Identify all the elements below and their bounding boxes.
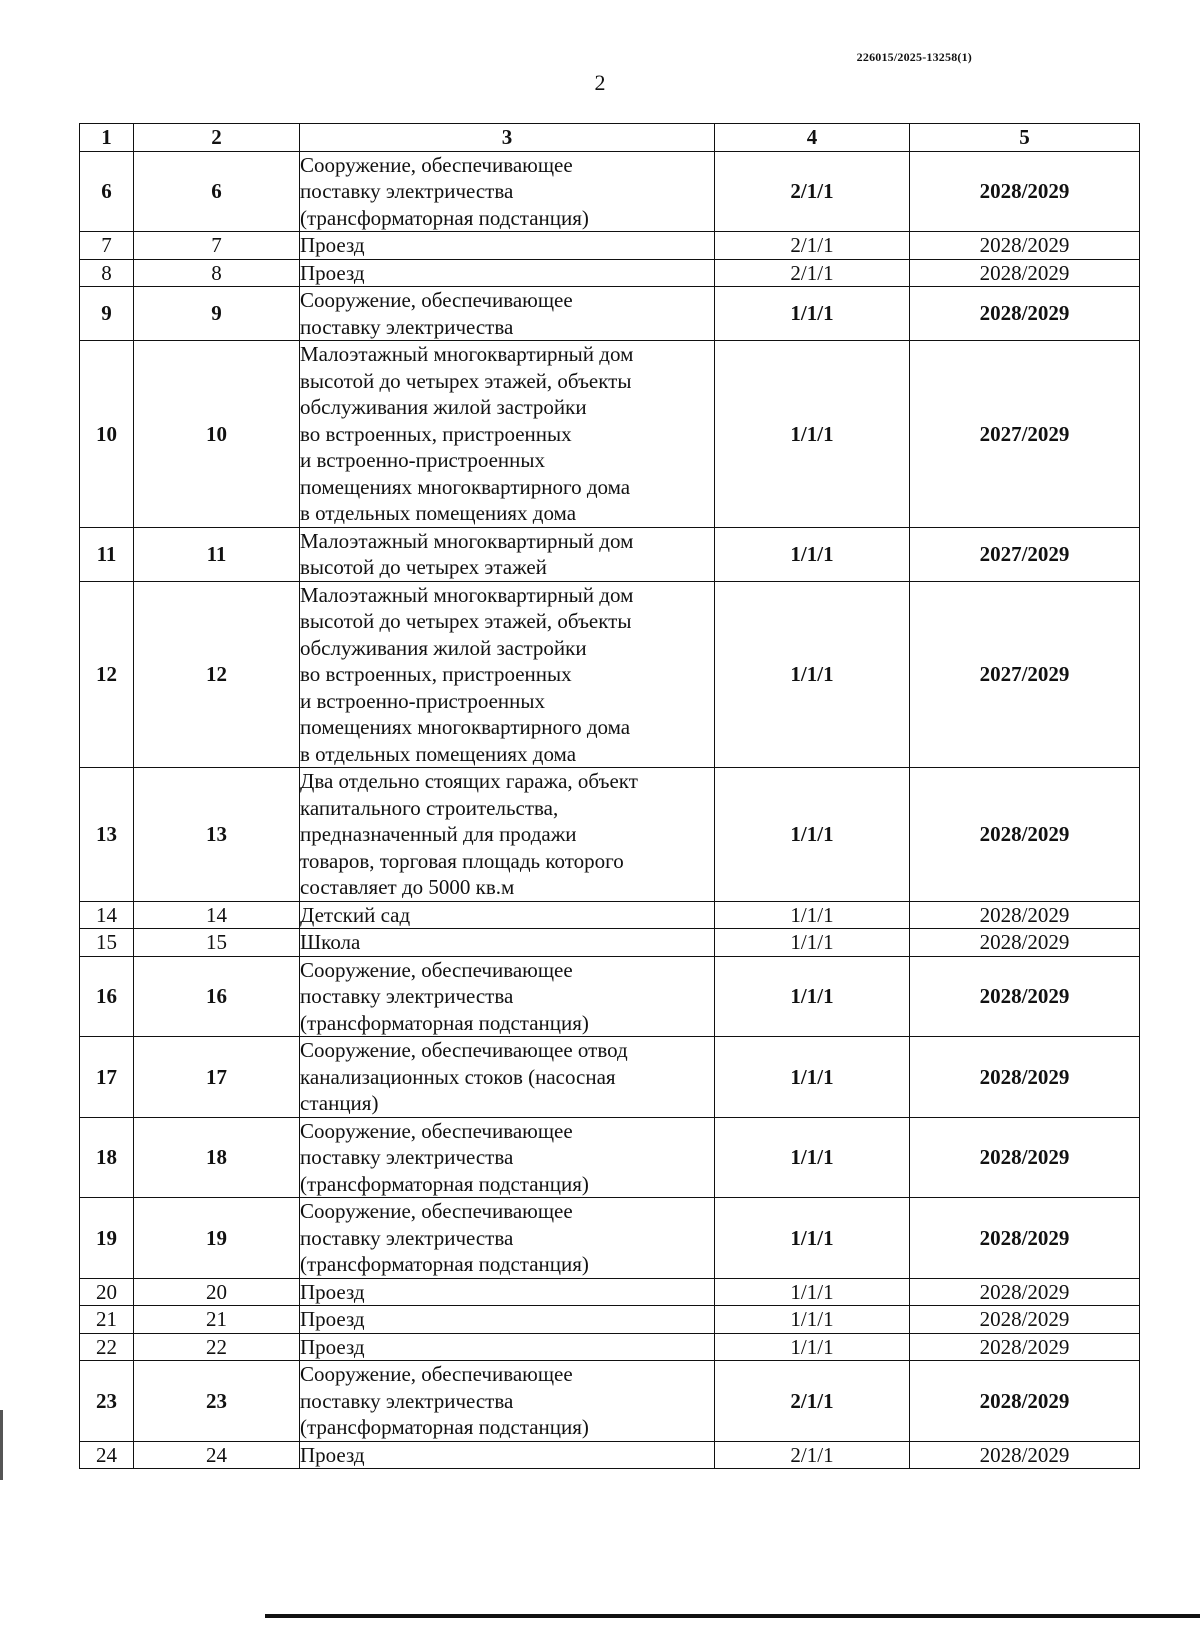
cell-text-line: Детский сад	[300, 902, 411, 927]
cell-order	[715, 341, 910, 528]
cell-text-line: поставку электричества	[300, 1145, 514, 1169]
column-header-5: 5	[910, 124, 1140, 152]
table-row	[80, 1198, 1140, 1279]
cell-text-line: 2028/2029	[979, 260, 1070, 285]
cell-object-description	[300, 1306, 715, 1334]
cell-order	[715, 1333, 910, 1361]
cell-object-description	[300, 581, 715, 768]
cell-text-line: 2028/2029	[979, 1064, 1070, 1089]
cell-text-line: 1/1/1	[790, 662, 834, 686]
column-header-4: 4	[715, 124, 910, 152]
cell-text-line: (трансформаторная подстанция)	[300, 1171, 589, 1196]
cell-text-line: составляет до 5000 кв.м	[300, 875, 515, 899]
cell-order	[715, 287, 910, 341]
cell-text-line: 2/1/1	[790, 233, 834, 257]
cell-text-line: 14	[206, 902, 227, 927]
cell-number	[80, 341, 134, 528]
cell-text-line: Проезд	[300, 1279, 365, 1304]
cell-period	[910, 259, 1140, 287]
table-row	[80, 259, 1140, 287]
cell-number	[80, 287, 134, 341]
table-row	[80, 768, 1140, 902]
cell-order	[715, 1117, 910, 1198]
cell-object-description	[300, 1117, 715, 1198]
cell-text-line: 1/1/1	[790, 421, 834, 446]
table-row	[80, 901, 1140, 929]
objects-table	[79, 123, 1140, 1469]
cell-zone-number	[134, 1333, 300, 1361]
cell-text-line: в отдельных помещениях дома	[300, 741, 577, 766]
cell-number	[80, 1441, 134, 1469]
cell-text-line: высотой до четырех этажей	[300, 555, 547, 579]
cell-text-line: 19	[96, 1225, 117, 1250]
cell-object-description	[300, 151, 715, 232]
cell-number	[80, 151, 134, 232]
cell-period	[910, 527, 1140, 581]
cell-period	[910, 581, 1140, 768]
table-row	[80, 929, 1140, 957]
cell-object-description	[300, 1333, 715, 1361]
cell-zone-number	[134, 259, 300, 287]
cell-text-line: (трансформаторная подстанция)	[300, 1252, 589, 1276]
cell-order	[715, 1037, 910, 1118]
cell-zone-number	[134, 768, 300, 902]
cell-text-line: высотой до четырех этажей, объекты	[300, 609, 632, 633]
cell-text-line: 2028/2029	[979, 1334, 1070, 1359]
cell-text-line: 1/1/1	[790, 541, 834, 566]
cell-number	[80, 901, 134, 929]
cell-period	[910, 929, 1140, 957]
cell-period	[910, 1278, 1140, 1306]
cell-order	[715, 1198, 910, 1279]
cell-text-line: Проезд	[300, 1307, 365, 1331]
cell-number	[80, 768, 134, 902]
cell-text-line: 24	[96, 1442, 117, 1467]
cell-text-line: предназначенный для продажи	[300, 822, 577, 846]
cell-object-description	[300, 1198, 715, 1279]
cell-period	[910, 1306, 1140, 1334]
cell-text-line: 2028/2029	[979, 233, 1070, 257]
cell-object-description	[300, 259, 715, 287]
cell-text-line: 2028/2029	[979, 984, 1070, 1008]
cell-text-line: 11	[96, 541, 117, 566]
cell-text-line: 19	[206, 1225, 227, 1250]
cell-text-line: 12	[206, 662, 227, 686]
cell-period	[910, 901, 1140, 929]
cell-text-line: Два отдельно стоящих гаража, объект	[300, 769, 638, 793]
cell-text-line: Школа	[300, 930, 361, 954]
cell-zone-number	[134, 1037, 300, 1118]
cell-zone-number	[134, 1278, 300, 1306]
cell-text-line: 2028/2029	[979, 1225, 1070, 1250]
cell-text-line: помещениях многоквартирного дома	[300, 715, 631, 739]
cell-object-description	[300, 768, 715, 902]
cell-text-line: 7	[211, 233, 222, 257]
cell-order	[715, 1441, 910, 1469]
cell-zone-number	[134, 929, 300, 957]
cell-text-line: 2028/2029	[979, 1442, 1070, 1467]
cell-text-line: (трансформаторная подстанция)	[300, 205, 589, 230]
cell-zone-number	[134, 581, 300, 768]
cell-text-line: обслуживания жилой застройки	[300, 635, 587, 660]
cell-text-line: Проезд	[300, 260, 365, 285]
scan-bottom-line	[265, 1614, 1200, 1618]
cell-text-line: 2028/2029	[979, 179, 1070, 203]
cell-zone-number	[134, 527, 300, 581]
cell-text-line: Сооружение, обеспечивающее	[300, 1362, 573, 1386]
cell-text-line: Проезд	[300, 233, 365, 257]
cell-object-description	[300, 341, 715, 528]
cell-text-line: 2027/2029	[979, 541, 1070, 566]
cell-text-line: Сооружение, обеспечивающее отвод	[300, 1038, 628, 1062]
cell-text-line: (трансформаторная подстанция)	[300, 1010, 589, 1035]
cell-text-line: 18	[96, 1145, 117, 1169]
cell-number	[80, 956, 134, 1037]
table-row	[80, 1361, 1140, 1442]
cell-text-line: 9	[101, 301, 112, 326]
cell-text-line: 14	[96, 902, 117, 927]
table-row	[80, 581, 1140, 768]
cell-text-line: 16	[206, 984, 227, 1008]
cell-text-line: Сооружение, обеспечивающее	[300, 152, 573, 177]
table-row	[80, 232, 1140, 260]
cell-text-line: 11	[206, 541, 227, 566]
cell-text-line: 1/1/1	[790, 930, 834, 954]
cell-zone-number	[134, 1306, 300, 1334]
scan-edge-mark	[0, 1410, 3, 1480]
cell-text-line: обслуживания жилой застройки	[300, 395, 587, 419]
table-row	[80, 1333, 1140, 1361]
cell-period	[910, 1441, 1140, 1469]
cell-period	[910, 768, 1140, 902]
cell-period	[910, 1037, 1140, 1118]
cell-number	[80, 1333, 134, 1361]
cell-order	[715, 1306, 910, 1334]
cell-text-line: 2028/2029	[979, 902, 1070, 927]
cell-text-line: 2/1/1	[790, 260, 834, 285]
cell-zone-number	[134, 232, 300, 260]
cell-number	[80, 581, 134, 768]
cell-period	[910, 232, 1140, 260]
cell-text-line: 10	[96, 421, 117, 446]
cell-text-line: поставку электричества	[300, 1388, 514, 1413]
cell-text-line: поставку электричества	[300, 1225, 514, 1250]
cell-text-line: 1/1/1	[790, 1145, 834, 1169]
cell-text-line: 1/1/1	[790, 822, 834, 846]
cell-text-line: 22	[96, 1334, 117, 1359]
cell-period	[910, 956, 1140, 1037]
cell-text-line: 17	[206, 1064, 227, 1089]
cell-zone-number	[134, 901, 300, 929]
cell-text-line: высотой до четырех этажей, объекты	[300, 368, 632, 393]
cell-text-line: 13	[206, 822, 227, 846]
cell-order	[715, 768, 910, 902]
cell-text-line: 6	[101, 179, 112, 203]
cell-text-line: помещениях многоквартирного дома	[300, 474, 631, 499]
cell-text-line: 1/1/1	[790, 902, 834, 927]
cell-period	[910, 1117, 1140, 1198]
cell-text-line: 1/1/1	[790, 1225, 834, 1250]
cell-zone-number	[134, 1441, 300, 1469]
cell-text-line: Малоэтажный многоквартирный дом	[300, 582, 634, 607]
cell-zone-number	[134, 1361, 300, 1442]
cell-text-line: 18	[206, 1145, 227, 1169]
document-id: 226015/2025-13258(1)	[856, 50, 972, 64]
cell-text-line: 1/1/1	[790, 301, 834, 326]
cell-text-line: 12	[96, 662, 117, 686]
header-row	[80, 124, 1140, 152]
cell-text-line: и встроенно-пристроенных	[300, 448, 545, 472]
cell-number	[80, 1117, 134, 1198]
column-header-3: 3	[300, 124, 715, 152]
cell-number	[80, 232, 134, 260]
cell-number	[80, 1306, 134, 1334]
cell-text-line: 21	[206, 1307, 227, 1331]
cell-number	[80, 1361, 134, 1442]
cell-object-description	[300, 287, 715, 341]
cell-period	[910, 341, 1140, 528]
cell-text-line: 2027/2029	[979, 421, 1070, 446]
cell-object-description	[300, 929, 715, 957]
cell-text-line: поставку электричества	[300, 179, 514, 203]
cell-object-description	[300, 901, 715, 929]
cell-zone-number	[134, 151, 300, 232]
cell-text-line: 2028/2029	[979, 822, 1070, 846]
cell-text-line: 10	[206, 421, 227, 446]
cell-order	[715, 581, 910, 768]
cell-text-line: Сооружение, обеспечивающее	[300, 1199, 573, 1223]
table-row	[80, 341, 1140, 528]
cell-number	[80, 527, 134, 581]
cell-order	[715, 901, 910, 929]
cell-zone-number	[134, 341, 300, 528]
cell-text-line: 20	[96, 1279, 117, 1304]
cell-text-line: 1/1/1	[790, 1334, 834, 1359]
cell-text-line: Сооружение, обеспечивающее	[300, 1118, 573, 1143]
cell-order	[715, 259, 910, 287]
table-row	[80, 1441, 1140, 1469]
cell-order	[715, 956, 910, 1037]
cell-text-line: Малоэтажный многоквартирный дом	[300, 528, 634, 553]
cell-text-line: 2028/2029	[979, 301, 1070, 326]
cell-text-line: 21	[96, 1307, 117, 1331]
cell-text-line: 2/1/1	[790, 1388, 834, 1413]
cell-object-description	[300, 1361, 715, 1442]
cell-zone-number	[134, 956, 300, 1037]
cell-text-line: поставку электричества	[300, 314, 514, 339]
cell-text-line: 8	[101, 260, 112, 285]
cell-text-line: 2028/2029	[979, 1307, 1070, 1331]
cell-text-line: 15	[96, 930, 117, 954]
cell-text-line: капитального строительства,	[300, 795, 559, 820]
cell-object-description	[300, 232, 715, 260]
cell-text-line: Сооружение, обеспечивающее	[300, 957, 573, 982]
table-row	[80, 1117, 1140, 1198]
cell-text-line: 6	[211, 179, 222, 203]
cell-text-line: 1/1/1	[790, 1279, 834, 1304]
cell-text-line: в отдельных помещениях дома	[300, 501, 577, 525]
cell-order	[715, 929, 910, 957]
cell-order	[715, 232, 910, 260]
table-row	[80, 151, 1140, 232]
cell-text-line: 23	[96, 1388, 117, 1413]
cell-text-line: 16	[96, 984, 117, 1008]
cell-zone-number	[134, 287, 300, 341]
table-row	[80, 527, 1140, 581]
cell-text-line: во встроенных, пристроенных	[300, 421, 572, 446]
cell-text-line: Проезд	[300, 1334, 365, 1359]
cell-text-line: 2028/2029	[979, 1388, 1070, 1413]
cell-text-line: 15	[206, 930, 227, 954]
column-header-1: 1	[80, 124, 134, 152]
cell-number	[80, 259, 134, 287]
table-row	[80, 1306, 1140, 1334]
cell-order	[715, 1361, 910, 1442]
cell-text-line: 2028/2029	[979, 1145, 1070, 1169]
cell-text-line: 8	[211, 260, 222, 285]
cell-text-line: поставку электричества	[300, 984, 514, 1008]
cell-number	[80, 1278, 134, 1306]
cell-text-line: 2028/2029	[979, 930, 1070, 954]
table-row	[80, 1278, 1140, 1306]
cell-text-line: товаров, торговая площадь которого	[300, 848, 624, 873]
cell-text-line: 2/1/1	[790, 1442, 834, 1467]
cell-period	[910, 1361, 1140, 1442]
table-row	[80, 1037, 1140, 1118]
cell-period	[910, 1198, 1140, 1279]
cell-text-line: станция)	[300, 1091, 379, 1115]
table-body	[80, 151, 1140, 1469]
cell-text-line: во встроенных, пристроенных	[300, 662, 572, 686]
cell-period	[910, 287, 1140, 341]
cell-number	[80, 1198, 134, 1279]
cell-object-description	[300, 1037, 715, 1118]
cell-text-line: 1/1/1	[790, 984, 834, 1008]
cell-text-line: 17	[96, 1064, 117, 1089]
cell-text-line: 2028/2029	[979, 1279, 1070, 1304]
cell-period	[910, 1333, 1140, 1361]
cell-text-line: 22	[206, 1334, 227, 1359]
cell-text-line: и встроенно-пристроенных	[300, 688, 545, 713]
cell-text-line: Сооружение, обеспечивающее	[300, 288, 573, 312]
cell-text-line: 13	[96, 822, 117, 846]
cell-object-description	[300, 956, 715, 1037]
cell-period	[910, 151, 1140, 232]
cell-text-line: 20	[206, 1279, 227, 1304]
cell-text-line: Малоэтажный многоквартирный дом	[300, 342, 634, 366]
table-row	[80, 287, 1140, 341]
cell-order	[715, 527, 910, 581]
cell-text-line: (трансформаторная подстанция)	[300, 1415, 589, 1439]
cell-number	[80, 1037, 134, 1118]
page-number: 2	[594, 70, 606, 95]
table-row	[80, 956, 1140, 1037]
cell-number	[80, 929, 134, 957]
cell-order	[715, 151, 910, 232]
cell-text-line: 2027/2029	[979, 662, 1070, 686]
column-header-2: 2	[134, 124, 300, 152]
cell-object-description	[300, 527, 715, 581]
cell-zone-number	[134, 1198, 300, 1279]
cell-text-line: канализационных стоков (насосная	[300, 1064, 616, 1089]
cell-object-description	[300, 1441, 715, 1469]
cell-zone-number	[134, 1117, 300, 1198]
cell-text-line: 1/1/1	[790, 1064, 834, 1089]
cell-text-line: Проезд	[300, 1442, 365, 1467]
cell-object-description	[300, 1278, 715, 1306]
cell-text-line: 1/1/1	[790, 1307, 834, 1331]
cell-text-line: 24	[206, 1442, 227, 1467]
cell-text-line: 7	[101, 233, 112, 257]
cell-text-line: 9	[211, 301, 222, 326]
cell-order	[715, 1278, 910, 1306]
cell-text-line: 23	[206, 1388, 227, 1413]
cell-text-line: 2/1/1	[790, 179, 834, 203]
